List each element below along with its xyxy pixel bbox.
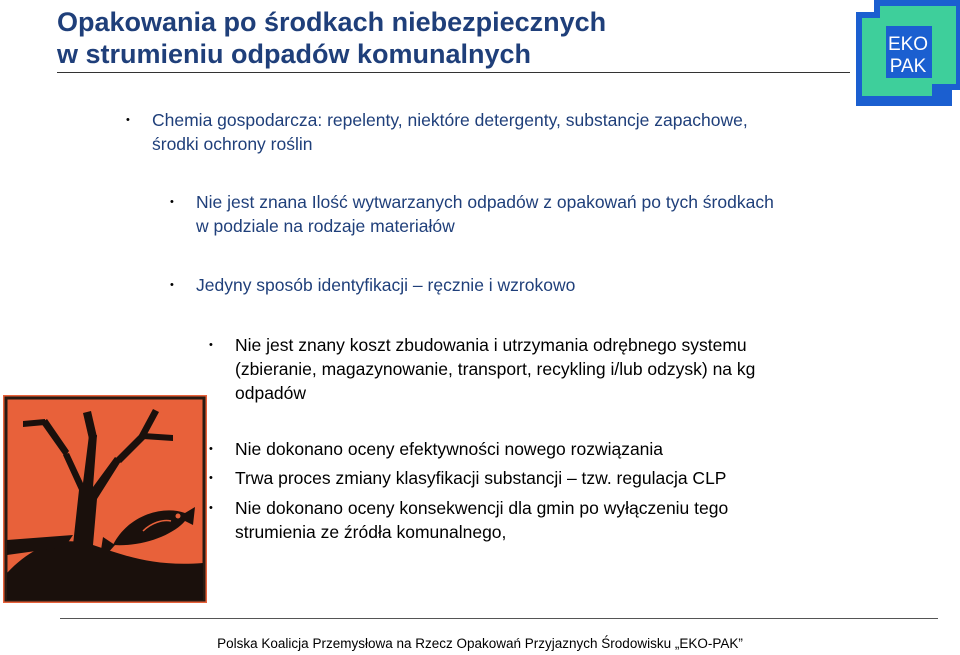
slide-title bbox=[57, 6, 837, 70]
bullet-dot: • bbox=[126, 114, 130, 126]
eko-pak-logo bbox=[848, 0, 960, 106]
title-divider bbox=[57, 72, 850, 73]
bullet-dot: • bbox=[209, 472, 213, 484]
bullet-text-line: w podziale na rodzaje materiałów bbox=[196, 216, 455, 236]
bullet-text-line: Trwa proces zmiany klasyfikacji substancji – tzw. regulacja CLP bbox=[235, 468, 727, 488]
bullet-text-line: strumienia ze źródła komunalnego, bbox=[235, 522, 507, 542]
bullet-text-line: Chemia gospodarcza: repelenty, niektóre detergenty, substancje zapachowe, bbox=[152, 110, 748, 130]
bullet-dot: • bbox=[209, 339, 213, 351]
bullet-identyfikacja bbox=[170, 273, 576, 297]
bullet-dot: • bbox=[170, 196, 174, 208]
logo-text-2: PAK bbox=[889, 56, 927, 77]
bullet-text-line: środki ochrony roślin bbox=[152, 134, 313, 154]
bullet-ilosc-odpadow bbox=[170, 190, 774, 238]
bullet-text-line: Nie dokonano oceny konsekwencji dla gmin po wyłączeniu tego bbox=[235, 498, 729, 518]
logo-text-1: EKO bbox=[887, 34, 929, 55]
bullet-konsekwencje-gmin bbox=[209, 496, 729, 544]
bullet-text-line: Nie jest znany koszt zbudowania i utrzymania odrębnego systemu bbox=[235, 335, 747, 355]
bullet-text-line: (zbieranie, magazynowanie, transport, recykling i/lub odzysk) na kg bbox=[235, 359, 756, 379]
bullet-text-line: Nie dokonano oceny efektywności nowego rozwiązania bbox=[235, 439, 664, 459]
bullet-text-line: odpadów bbox=[235, 383, 307, 403]
environmental-hazard-icon bbox=[3, 395, 207, 603]
footer-text: Polska Koalicja Przemysłowa na Rzecz Opakowań Przyjaznych Środowisku „EKO-PAK” bbox=[217, 636, 743, 651]
slide-title-line-2: w strumieniu odpadów komunalnych bbox=[57, 39, 532, 69]
bullet-ocena-efektywnosci bbox=[209, 437, 664, 461]
bullet-dot: • bbox=[170, 279, 174, 291]
bullet-koszt-systemu bbox=[209, 333, 756, 405]
bullet-text-line: Nie jest znana Ilość wytwarzanych odpadów z opakowań po tych środkach bbox=[196, 192, 774, 212]
footer-divider bbox=[60, 618, 938, 619]
bullet-dot: • bbox=[209, 502, 213, 514]
bullet-text-line: Jedyny sposób identyfikacji – ręcznie i wzrokowo bbox=[196, 275, 576, 295]
bullet-regulacja-clp bbox=[209, 466, 727, 490]
slide-title-line-1: Opakowania po środkach niebezpiecznych bbox=[57, 7, 607, 37]
bullet-dot: • bbox=[209, 443, 213, 455]
bullet-chemia bbox=[126, 108, 748, 156]
